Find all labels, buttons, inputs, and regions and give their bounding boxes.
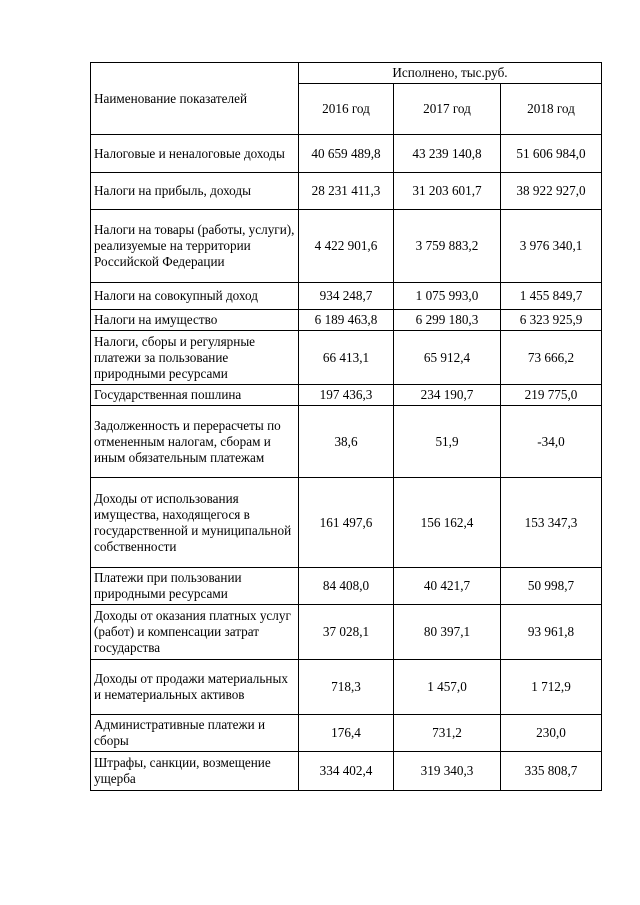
row-value-cell: 6 299 180,3 (394, 310, 501, 331)
row-name-cell: Налоги, сборы и регулярные платежи за пользование природными ресурсами (91, 331, 299, 385)
row-value-cell: 1 075 993,0 (394, 283, 501, 310)
table-row (91, 385, 602, 406)
row-value-cell: 40 659 489,8 (299, 135, 394, 173)
row-value-cell: 51 606 984,0 (501, 135, 602, 173)
row-name-cell: Налоги на имущество (91, 310, 299, 331)
row-value-cell: 40 421,7 (394, 568, 501, 605)
row-value-cell: 65 912,4 (394, 331, 501, 385)
row-value-cell: 31 203 601,7 (394, 173, 501, 210)
row-value-cell: 156 162,4 (394, 478, 501, 568)
revenue-table (90, 62, 602, 791)
row-value-cell: 718,3 (299, 660, 394, 715)
row-name-cell: Доходы от оказания платных услуг (работ) и компенсации затрат государства (91, 605, 299, 660)
header-year-2017: 2017 год (394, 84, 501, 135)
row-value-cell: 1 457,0 (394, 660, 501, 715)
header-row-group (91, 63, 602, 84)
row-name-cell: Административные платежи и сборы (91, 715, 299, 752)
row-value-cell: 73 666,2 (501, 331, 602, 385)
row-value-cell: 219 775,0 (501, 385, 602, 406)
table-row (91, 605, 602, 660)
table-row (91, 283, 602, 310)
row-value-cell: 234 190,7 (394, 385, 501, 406)
row-value-cell: 1 712,9 (501, 660, 602, 715)
row-name-cell: Штрафы, санкции, возмещение ущерба (91, 752, 299, 791)
row-value-cell: 28 231 411,3 (299, 173, 394, 210)
row-value-cell: 6 189 463,8 (299, 310, 394, 331)
table-row (91, 660, 602, 715)
header-executed-group: Исполнено, тыс.руб. (299, 63, 602, 84)
table-row (91, 135, 602, 173)
row-value-cell: 84 408,0 (299, 568, 394, 605)
row-value-cell: 176,4 (299, 715, 394, 752)
header-year-2016: 2016 год (299, 84, 394, 135)
table-row (91, 406, 602, 478)
row-value-cell: 93 961,8 (501, 605, 602, 660)
row-name-cell: Задолженность и перерасчеты по отмененным налогам, сборам и иным обязательным платежам (91, 406, 299, 478)
table-row (91, 210, 602, 283)
row-value-cell: 4 422 901,6 (299, 210, 394, 283)
table-row (91, 752, 602, 791)
row-value-cell: 6 323 925,9 (501, 310, 602, 331)
row-value-cell: 335 808,7 (501, 752, 602, 791)
header-year-2018: 2018 год (501, 84, 602, 135)
row-name-cell: Налоги на совокупный доход (91, 283, 299, 310)
row-value-cell: 51,9 (394, 406, 501, 478)
table-row (91, 173, 602, 210)
table-row (91, 478, 602, 568)
row-value-cell: 731,2 (394, 715, 501, 752)
row-value-cell: 230,0 (501, 715, 602, 752)
row-value-cell: 3 759 883,2 (394, 210, 501, 283)
row-name-cell: Доходы от использования имущества, находящегося в государственной и муниципальной собственности (91, 478, 299, 568)
header-name-column: Наименование показателей (91, 63, 299, 135)
row-value-cell: 1 455 849,7 (501, 283, 602, 310)
row-value-cell: 37 028,1 (299, 605, 394, 660)
table-row (91, 568, 602, 605)
row-name-cell: Платежи при пользовании природными ресурсами (91, 568, 299, 605)
table-row (91, 331, 602, 385)
row-value-cell: 80 397,1 (394, 605, 501, 660)
row-value-cell: 153 347,3 (501, 478, 602, 568)
row-value-cell: 50 998,7 (501, 568, 602, 605)
row-name-cell: Доходы от продажи материальных и нематериальных активов (91, 660, 299, 715)
row-value-cell: 38 922 927,0 (501, 173, 602, 210)
row-value-cell: 197 436,3 (299, 385, 394, 406)
row-name-cell: Налоговые и неналоговые доходы (91, 135, 299, 173)
row-value-cell: 66 413,1 (299, 331, 394, 385)
table-row (91, 310, 602, 331)
row-value-cell: 934 248,7 (299, 283, 394, 310)
row-value-cell: 43 239 140,8 (394, 135, 501, 173)
row-value-cell: 38,6 (299, 406, 394, 478)
row-value-cell: -34,0 (501, 406, 602, 478)
row-value-cell: 3 976 340,1 (501, 210, 602, 283)
row-name-cell: Налоги на товары (работы, услуги), реализуемые на территории Российской Федерации (91, 210, 299, 283)
row-value-cell: 334 402,4 (299, 752, 394, 791)
table-row (91, 715, 602, 752)
row-name-cell: Налоги на прибыль, доходы (91, 173, 299, 210)
row-value-cell: 161 497,6 (299, 478, 394, 568)
row-name-cell: Государственная пошлина (91, 385, 299, 406)
row-value-cell: 319 340,3 (394, 752, 501, 791)
